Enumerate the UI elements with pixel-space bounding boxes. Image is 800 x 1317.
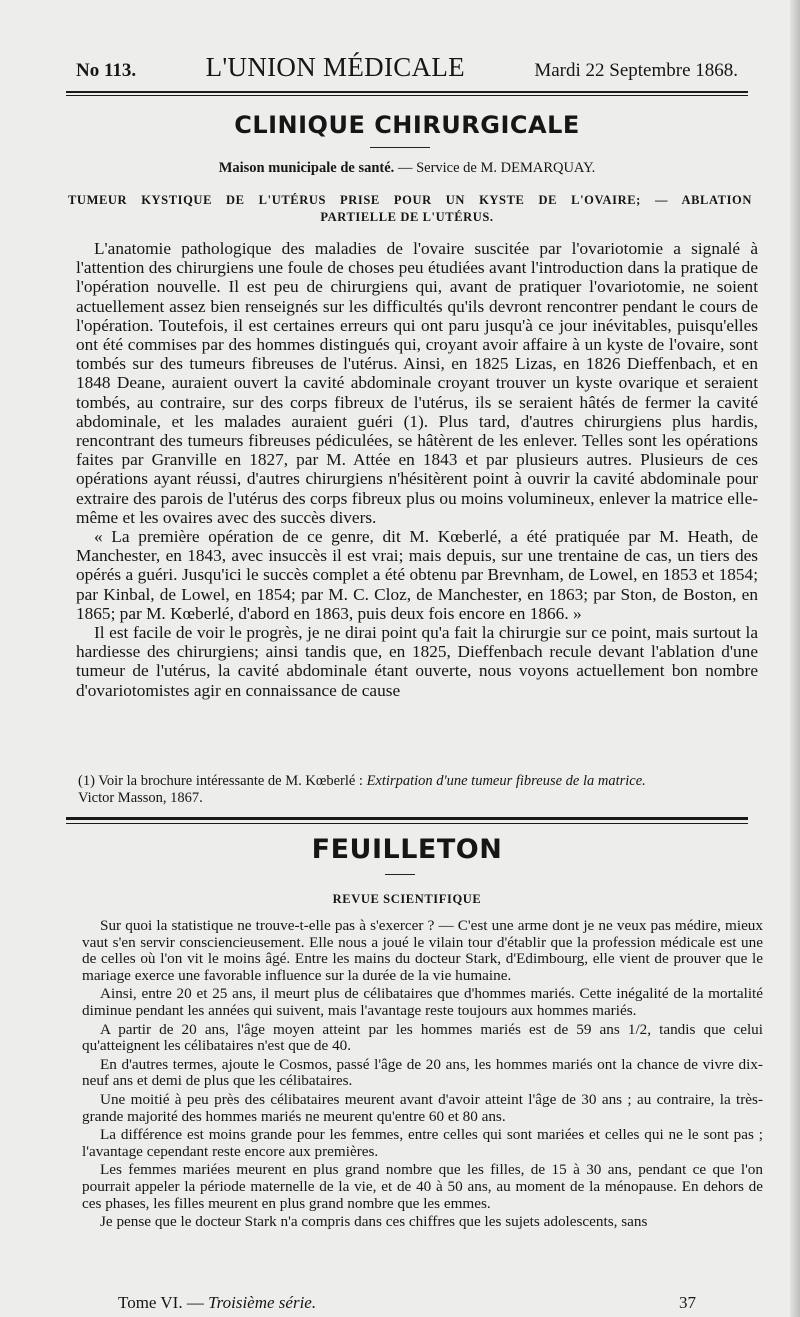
- issue-number: No 113.: [76, 60, 137, 81]
- page-header: [76, 52, 738, 88]
- feuilleton-paragraph: Une moitié à peu près des célibataires meurent avant d'avoir atteint l'âge de 30 ans ; au contraire, la très-grande majorité des hommes mariés ne meurent qu'entre 60 et 80 ans.: [82, 1090, 763, 1125]
- clinique-body: [76, 239, 758, 700]
- volume-label: [118, 1293, 316, 1313]
- clinique-paragraph: Il est facile de voir le progrès, je ne dirai point qu'a fait la chirurgie sur ce point, mais surtout la hardiesse des chirurgiens; ainsi tandis que, en 1825, Dieffenbach recule devant l'ablation d'une tumeur de l'utérus, la cavité abdominale étant ouverte, nous voyons actuellement bon nombre d'ovariotomistes agir en connaissance de cause: [76, 623, 758, 700]
- feuilleton-paragraph: Sur quoi la statistique ne trouve-t-elle pas à s'exercer ? — C'est une arme dont je ne veux pas médire, mieux vaut s'en servir consciencieusement. Elle nous a joué le vilain tour d'établir que la profession médicale est une de celles où l'on vit le moins âgé. Entre les mains du docteur Stark, d'Edimbourg, elle vient de prouver que le mariage exerce une favorable influence sur la durée de la vie humaine.: [82, 917, 763, 984]
- case-heading-line2: PARTIELLE DE L'UTÉRUS.: [320, 210, 494, 224]
- feuilleton-paragraph: Je pense que le docteur Stark n'a compris dans ces chiffres que les sujets adolescents, sans: [100, 1213, 648, 1231]
- footnote: [78, 773, 760, 807]
- header-rule: [66, 91, 748, 93]
- feuilleton-paragraph: Les femmes mariées meurent en plus grand nombre que les filles, de 15 à 30 ans, pendant ce que l'on pourrait appeler la période maternelle de la vie, et de 40 à 50 ans, au moment de la ménopause. En dehors de ces phases, les filles meurent en plus grand nombre que les emmes.: [82, 1161, 763, 1212]
- section-title-clinique: CLINIQUE CHIRURGICALE: [234, 111, 580, 139]
- page-edge-shadow: [790, 0, 800, 1317]
- feuilleton-paragraph: A partir de 20 ans, l'âge moyen atteint par les hommes mariés est de 59 ans 1/2, tandis que celui qu'atteignent les célibataires n'est que de 40.: [82, 1020, 763, 1055]
- volume-number: Tome VI. —: [118, 1293, 209, 1312]
- section-title-feuilleton: FEUILLETON: [311, 834, 503, 865]
- journal-title: L'UNION MÉDICALE: [205, 52, 465, 82]
- series-label: Troisième série.: [208, 1293, 317, 1312]
- service-name: — Service de M. DEMARQUAY.: [394, 160, 596, 176]
- feuilleton-subtitle: REVUE SCIENTIFIQUE: [332, 892, 482, 906]
- header-rule-thin: [66, 95, 748, 96]
- case-heading-line1: TUMEUR KYSTIQUE DE L'UTÉRUS PRISE POUR UN KYSTE DE L'OVAIRE; — ABLATION: [68, 193, 752, 207]
- footnote-work-title: Extirpation d'une tumeur fibreuse de la matrice.: [366, 773, 646, 789]
- feuilleton-paragraph: Ainsi, entre 20 et 25 ans, il meurt plus de célibataires que d'hommes mariés. Cette inégalité de la mortalité diminue pendant les années qui suivent, mais l'avantage reste toujours aux hommes mariés.: [82, 985, 763, 1019]
- feuilleton-paragraph: La différence est moins grande pour les femmes, entre celles qui sont mariées et celles qui ne le sont pas ; l'avantage cependant reste encore aux premières.: [82, 1126, 763, 1160]
- footnote-publisher: Victor Masson, 1867.: [78, 790, 203, 806]
- feuilleton-body: [82, 918, 763, 1233]
- page-number: 37: [679, 1293, 696, 1312]
- issue-date: Mardi 22 Septembre 1868.: [534, 60, 738, 81]
- hospital-name: Maison municipale de santé.: [218, 160, 395, 176]
- feuilleton-separator-thin: [66, 823, 748, 824]
- service-line: [66, 160, 748, 177]
- footnote-text: (1) Voir la brochure intéressante de M. Kœberlé :: [78, 773, 367, 789]
- clinique-paragraph: L'anatomie pathologique des maladies de l'ovaire suscitée par l'ovariotomie a signalé à l'attention des chirurgiens une foule de choses peu étudiées avant l'introduction dans la pratique de l'opération nouvelle. Il est peu de chirurgiens qui, avant de pratiquer l'ovariotomie, ne soient actuellement assez bien renseignés sur les difficultés qu'ils devront rencontrer pendant le cours de l'opération. Toutefois, il est certaines erreurs qui ont paru jusqu'à ce jour inévitables, puisqu'elles ont été commises par des hommes distingués qui, croyant avoir affaire à un kyste de l'ovaire, sont tombés sur des tumeurs fibreuses de l'utérus. Ainsi, en 1825 Lizas, en 1826 Dieffenbach, et en 1848 Deane, auraient ouvert la cavité abdominale croyant trouver un kyste ovarique et seraient tombés, au contraire, sur des corps fibreux de l'utérus, ils se seraient hâtés de fermer la cavité abdominale, et les malades auraient guéri (1). Plus tard, d'autres chirurgiens plus hardis, rencontrant des tumeurs fibreuses pédiculées, se hâtèrent de les enlever. Telles sont les opérations faites par Granville en 1827, par M. Attée en 1843 et par plusieurs autres. Plusieurs de ces opérations ayant réussi, d'autres chirurgiens n'hésitèrent point à ouvrir la cavité abdominale pour extraire des parois de l'utérus des corps fibreux plus ou moins volumineux, enlever la matrice elle-même et les ovaires avec des succès divers.: [76, 239, 758, 527]
- clinique-paragraph: « La première opération de ce genre, dit M. Kœberlé, a été pratiquée par M. Heath, de Manchester, en 1843, avec insuccès il est vrai; mais depuis, sur une trentaine de cas, un tiers des opérés a guéri. Jusqu'ici le succès complet a été obtenu par Brevnham, de Lowel, en 1853 et 1854; par Kinbal, de Lowel, en 1854; par M. C. Cloz, de Manchester, en 1863; par Ston, de Boston, en 1865; par M. Kœberlé, d'abord en 1863, puis deux fois encore en 1866. »: [76, 527, 758, 623]
- page-footer: [118, 1293, 696, 1313]
- feuilleton-paragraph: En d'autres termes, ajoute le Cosmos, passé l'âge de 20 ans, les hommes mariés ont la chance de vivre dix-neuf ans et demi de plus que les célibataires.: [82, 1055, 763, 1090]
- title-underline: [370, 147, 430, 148]
- feuilleton-underline: [385, 874, 415, 875]
- feuilleton-separator: [66, 817, 748, 820]
